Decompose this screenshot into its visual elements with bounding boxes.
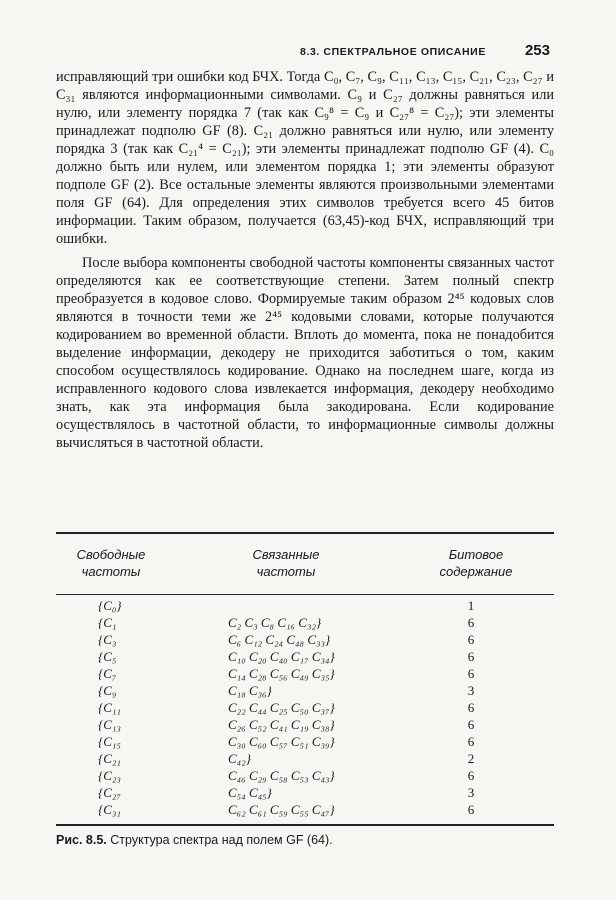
free-cell: {C₃ xyxy=(98,632,117,647)
table-body xyxy=(56,598,554,819)
bound-cell: C₁₄ C₂₈ C₅₆ C₄₉ C₃₅} xyxy=(228,666,335,681)
bits-cell: 6 xyxy=(467,802,475,817)
free-cell: {C₁₃ xyxy=(98,717,121,732)
bound-cell: C₅₄ C₄₅} xyxy=(228,785,272,800)
free-cell: {C₁ xyxy=(98,615,117,630)
table-row xyxy=(56,632,554,649)
table-row xyxy=(56,751,554,768)
bits-cell: 6 xyxy=(467,615,475,630)
table-rule-top xyxy=(56,532,554,534)
header-text: Связанные xyxy=(252,547,320,562)
free-cell: {C₁₅ xyxy=(98,734,121,749)
free-cell: {C₅ xyxy=(98,649,117,664)
bound-cell: C₄₆ C₂₉ C₅₈ C₅₃ C₄₃} xyxy=(228,768,335,783)
bits-cell: 6 xyxy=(467,666,475,681)
table-rule-bottom xyxy=(56,824,554,826)
bits-cell: 1 xyxy=(467,598,475,613)
table-row xyxy=(56,802,554,819)
table-row xyxy=(56,683,554,700)
table-row xyxy=(56,700,554,717)
bits-cell: 6 xyxy=(467,734,475,749)
bits-cell: 6 xyxy=(467,768,475,783)
table-row xyxy=(56,768,554,785)
table-row xyxy=(56,785,554,802)
table-row xyxy=(56,734,554,751)
bound-cell: C₁₈ C₃₆} xyxy=(228,683,272,698)
header-bound-frequencies xyxy=(216,546,356,580)
bits-cell: 6 xyxy=(467,717,475,732)
header-free-frequencies xyxy=(56,546,166,580)
table-row xyxy=(56,598,554,615)
bound-cell: C₂ C₃ C₈ C₁₆ C₃₂} xyxy=(228,615,322,630)
bits-cell: 2 xyxy=(467,751,475,766)
bound-cell: C₂₂ C₄₄ C₂₅ C₅₀ C₃₇} xyxy=(228,700,335,715)
running-header xyxy=(300,42,550,62)
bits-cell: 3 xyxy=(467,683,475,698)
body-text xyxy=(56,68,554,452)
bound-cell: C₃₀ C₆₀ C₅₇ C₅₁ C₃₉} xyxy=(228,734,335,749)
bound-cell: C₁₀ C₂₀ C₄₀ C₁₇ C₃₄} xyxy=(228,649,335,664)
paragraph: После выбора компоненты свободной частоты компоненты связанных частот определяются как ее соответствующие степени. Затем полный спектр преобразуется в кодовое слово. Формируемые таким образом 2⁴⁵ кодовых слов являются в точности теми же 2⁴⁵ кодовыми словами, которые получаются кодированием во временной области. Вплоть до момента, пока не понадобится выделение информации, декодеру не приходится заботиться о том, каким способом осуществлялось кодирование. Однако на последнем шаге, когда из исправленного кодового слова извлекается информация, декодеру необходимо знать, как эта информация была закодирована. Если кодирование осуществлялось в частотной области, то информационные символы должны вычисляться в частотной области. xyxy=(56,255,554,451)
header-text: частоты xyxy=(256,564,316,579)
table-row xyxy=(56,649,554,666)
free-cell: {C₉ xyxy=(98,683,117,698)
caption-text: Структура спектра над полем GF (64). xyxy=(110,833,333,847)
free-cell: {C₂₁ xyxy=(98,751,121,766)
table-rule-mid xyxy=(56,594,554,595)
free-cell: {C₃₁ xyxy=(98,802,121,817)
free-cell: {C₂₇ xyxy=(98,785,121,800)
paragraph: исправляющий три ошибки код БЧХ. Тогда C₀, C₇, C₉, C₁₁, C₁₃, C₁₅, C₂₁, C₂₃, C₂₇ и C₃₁ являются информационными символами. C₉ и C₂₇ должны равняться или нулю, или элементу порядка 7 (так как C₉⁸ = C₉ и C₂₇⁸ = C₂₇); эти элементы принадлежат подполю GF (8). C₂₁ должно равняться или нулю, или элементу порядка 3 (так как C₂₁⁴ = C₂₁); эти элементы принадлежат подполю GF (4). C₀ должно быть или нулем, или элементом порядка 1; эти элементы образуют подполе GF (2). Все остальные элементы являются произвольными элементами поля GF (64). Для определения этих символов требуется всего 45 битов информации. Таким образом, получается (63,45)-код БЧХ, исправляющий три ошибки. xyxy=(56,69,554,247)
header-text: Битовое xyxy=(448,547,504,562)
bits-cell: 3 xyxy=(467,785,475,800)
bits-cell: 6 xyxy=(467,649,475,664)
bound-cell: C₆₂ C₆₁ C₅₉ C₅₅ C₄₇} xyxy=(228,802,335,817)
table-row xyxy=(56,666,554,683)
table-row xyxy=(56,615,554,632)
figure-caption xyxy=(56,833,554,847)
free-cell: {C₀} xyxy=(98,598,122,613)
free-cell: {C₂₃ xyxy=(98,768,121,783)
table-row xyxy=(56,717,554,734)
free-cell: {C₇ xyxy=(98,666,117,681)
bound-cell: C₂₆ C₅₂ C₄₁ C₁₉ C₃₈} xyxy=(228,717,335,732)
caption-label: Рис. 8.5. xyxy=(56,833,107,847)
bound-cell: C₆ C₁₂ C₂₄ C₄₈ C₃₃} xyxy=(228,632,331,647)
header-bit-content xyxy=(426,546,526,580)
header-text: содержание xyxy=(439,564,513,579)
bits-cell: 6 xyxy=(467,632,475,647)
free-cell: {C₁₁ xyxy=(98,700,121,715)
section-title: 8.3. СПЕКТРАЛЬНОЕ ОПИСАНИЕ xyxy=(300,46,486,58)
bits-cell: 6 xyxy=(467,700,475,715)
bound-cell: C₄₂} xyxy=(228,751,251,766)
header-text: Свободные xyxy=(76,547,146,562)
header-text: частоты xyxy=(81,564,141,579)
page-number: 253 xyxy=(524,42,550,59)
